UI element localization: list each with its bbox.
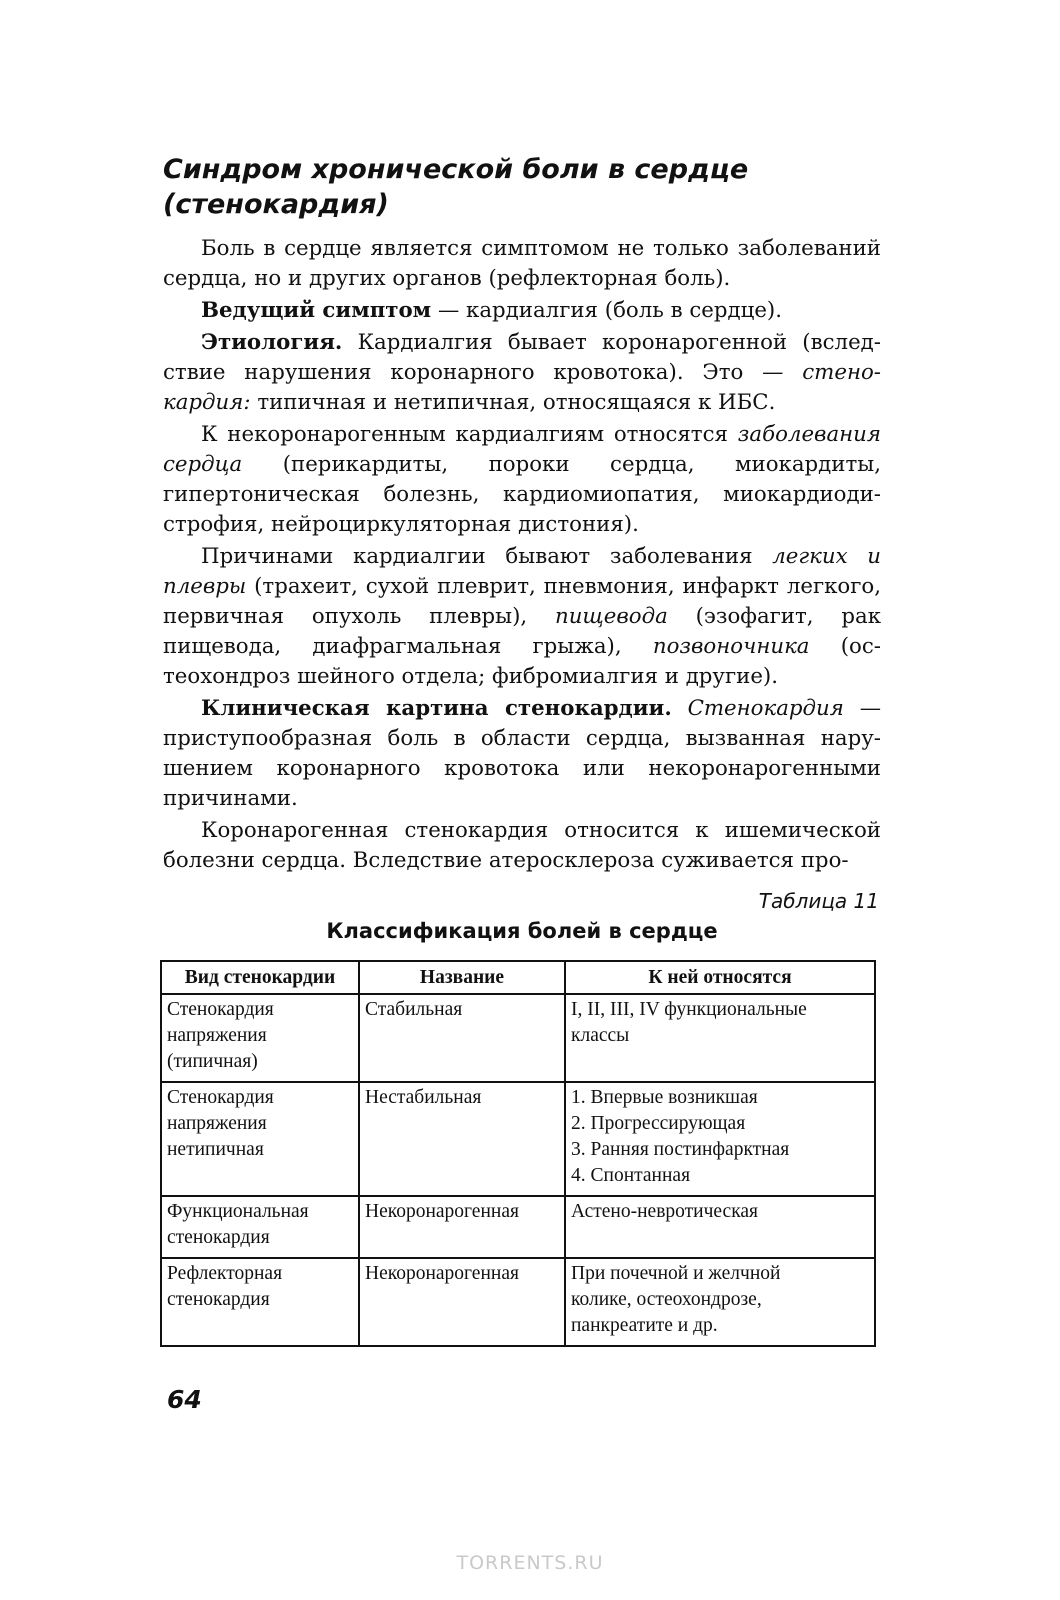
table-body (161, 994, 875, 1346)
body-text (163, 234, 881, 878)
cell-line: Стенокардия (167, 1087, 274, 1108)
cell-type (161, 1082, 359, 1196)
italic-term: Стенокардия (687, 696, 844, 721)
text-run: типичная и нетипичная, относящаяся к ИБС. (250, 390, 776, 415)
header-type: Вид стенокардии (161, 961, 359, 994)
header-includes: К ней относятся (565, 961, 875, 994)
cell-line: 3. Ранняя постинфарктная (571, 1139, 790, 1160)
table-caption: Таблица 11 (758, 889, 879, 913)
cell-name (359, 994, 565, 1082)
cell-line: 1. Впервые возникшая (571, 1087, 758, 1108)
text-run: (перикардиты, пороки сердца, миокардиты, гипертоническая болезнь, кардиомиопатия, миокардиодистрофия, нейроциркуляторная дистония). (163, 452, 881, 537)
paragraph (163, 694, 881, 814)
table-header-row (161, 961, 875, 994)
cell-line: I, II, III, IV функциональные (571, 999, 807, 1020)
italic-term: позвоночника (652, 634, 810, 659)
paragraph (163, 296, 881, 326)
cell-includes (565, 994, 875, 1082)
bold-term: Клиническая картина стенокардии. (201, 696, 672, 721)
paragraph (163, 420, 881, 540)
cell-type (161, 1258, 359, 1346)
heading-line: (стенокардия) (163, 189, 389, 220)
table-row (161, 1258, 875, 1346)
paragraph (163, 234, 881, 294)
cell-includes (565, 1082, 875, 1196)
cell-line: классы (571, 1025, 630, 1046)
cell-name (359, 1196, 565, 1258)
italic-term: легких и плевры (163, 544, 882, 599)
text-run: Кардиалгия бывает коронарогенной (вследствие нарушения коронарного кровотока). Это — (163, 330, 881, 385)
cell-line: 2. Прогрессирующая (571, 1113, 746, 1134)
watermark: TORRENTS.RU (456, 1552, 604, 1574)
text-run: — приступообразная боль в области сердца, вызванная нарушением коронарного кровотока или некоронарогенными причинами. (163, 696, 881, 811)
text-run: Боль в сердце является симптомом не только заболеваний сердца, но и других органов (рефлекторная боль). (163, 236, 881, 291)
paragraph (163, 328, 881, 418)
table-row (161, 994, 875, 1082)
section-heading (163, 152, 883, 222)
cell-line: Функциональная (167, 1201, 309, 1222)
text-run: Коронарогенная стенокардия относится к ишемической болезни сердца. Вследствие атеросклероза суживается про- (163, 818, 881, 873)
cell-line: При почечной и желчной (571, 1263, 781, 1284)
paragraph (163, 816, 881, 876)
cell-line: нетипичная (167, 1139, 264, 1160)
cell-line: (типичная) (167, 1051, 258, 1072)
cell-line: стенокардия (167, 1227, 270, 1248)
cell-includes (565, 1258, 875, 1346)
paragraph (163, 542, 881, 692)
text-run: К некоронарогенным кардиалгиям относятся (201, 422, 738, 447)
italic-term: пищевода (555, 604, 668, 629)
italic-term: заболевания сердца (163, 422, 881, 477)
cell-line: колике, остеохондрозе, (571, 1289, 762, 1310)
classification-table (160, 960, 876, 1347)
text-run (672, 696, 688, 721)
header-name: Название (359, 961, 565, 994)
cell-line: 4. Спонтанная (571, 1165, 691, 1186)
cell-line: стенокардия (167, 1289, 270, 1310)
cell-line: Стенокардия (167, 999, 274, 1020)
cell-line: панкреатите и др. (571, 1315, 718, 1336)
text-run: (трахеит, сухой плеврит, пневмония, инфаркт легкого, первичная опухоль плевры), (163, 574, 881, 629)
text-run: (остеохондроз шейного отдела; фибромиалгия и другие). (163, 634, 881, 689)
page-number: 64 (167, 1385, 202, 1414)
cell-name (359, 1258, 565, 1346)
table-title: Классификация болей в сердце (326, 919, 718, 943)
text-run: Причинами кардиалгии бывают заболевания (201, 544, 773, 569)
cell-line: напряжения (167, 1025, 267, 1046)
cell-name (359, 1082, 565, 1196)
cell-includes (565, 1196, 875, 1258)
cell-type (161, 994, 359, 1082)
cell-line: Нестабильная (365, 1087, 482, 1108)
table-row (161, 1082, 875, 1196)
cell-line: Некоронарогенная (365, 1201, 519, 1222)
cell-line: Стабильная (365, 999, 463, 1020)
cell-line: Рефлекторная (167, 1263, 283, 1284)
text-run: (эзофагит, рак пищевода, диафрагмальная грыжа), (163, 604, 882, 659)
heading-line: Синдром хронической боли в сердце (163, 154, 749, 185)
bold-term: Этиология. (201, 330, 343, 355)
cell-line: Некоронарогенная (365, 1263, 519, 1284)
bold-term: Ведущий симптом (201, 298, 432, 323)
cell-line: напряжения (167, 1113, 267, 1134)
text-run: — кардиалгия (боль в сердце). (431, 298, 783, 323)
italic-term: стенокардия: (163, 360, 881, 415)
table-row (161, 1196, 875, 1258)
cell-type (161, 1196, 359, 1258)
cell-line: Астено-невротическая (571, 1201, 759, 1222)
